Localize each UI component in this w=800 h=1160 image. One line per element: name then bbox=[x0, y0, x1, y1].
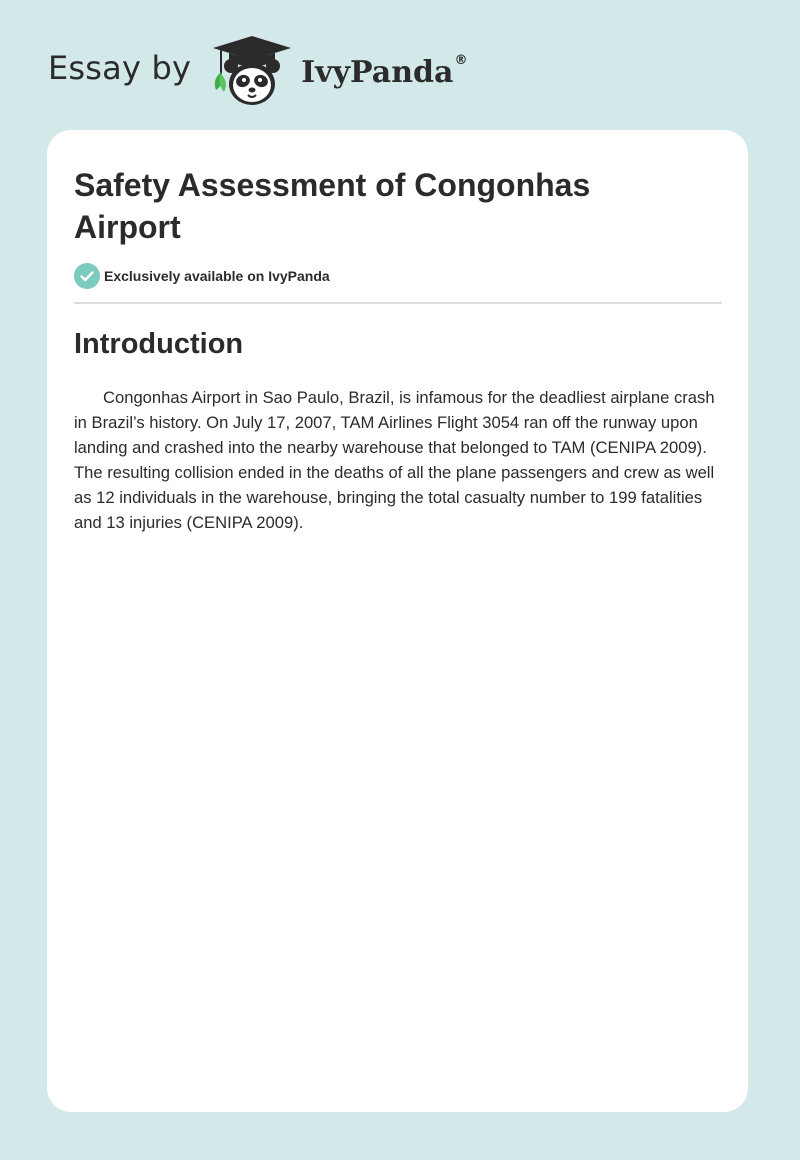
body-paragraph: Congonhas Airport in Sao Paulo, Brazil, is infamous for the deadliest airplane crash in Brazil’s history. On July 17, 2007, TAM Airlines Flight 3054 ran off the runway upon landing and crashed into the nearby warehouse that belonged to TAM (CENIPA 2009). The resulting collision ended in the deaths of all the plane passengers and crew as well as 12 individuals in the warehouse, bringing the total casualty number to 199 fatalities and 13 injuries (CENIPA 2009). bbox=[74, 388, 715, 532]
exclusive-label: Exclusively available on IvyPanda bbox=[104, 268, 330, 284]
brand-header bbox=[48, 34, 467, 110]
brand-name[interactable]: IvyPanda bbox=[301, 54, 454, 90]
essay-by-label: Essay by bbox=[48, 49, 192, 87]
panda-graduate-icon[interactable] bbox=[209, 34, 295, 110]
section-heading: Introduction bbox=[74, 328, 244, 360]
exclusive-badge bbox=[74, 263, 330, 289]
registered-mark: ® bbox=[454, 52, 468, 68]
page-title: Safety Assessment of Congonhas Airport bbox=[74, 167, 591, 245]
divider bbox=[74, 302, 722, 304]
essay-card bbox=[47, 130, 748, 1112]
check-badge-icon bbox=[74, 263, 100, 289]
